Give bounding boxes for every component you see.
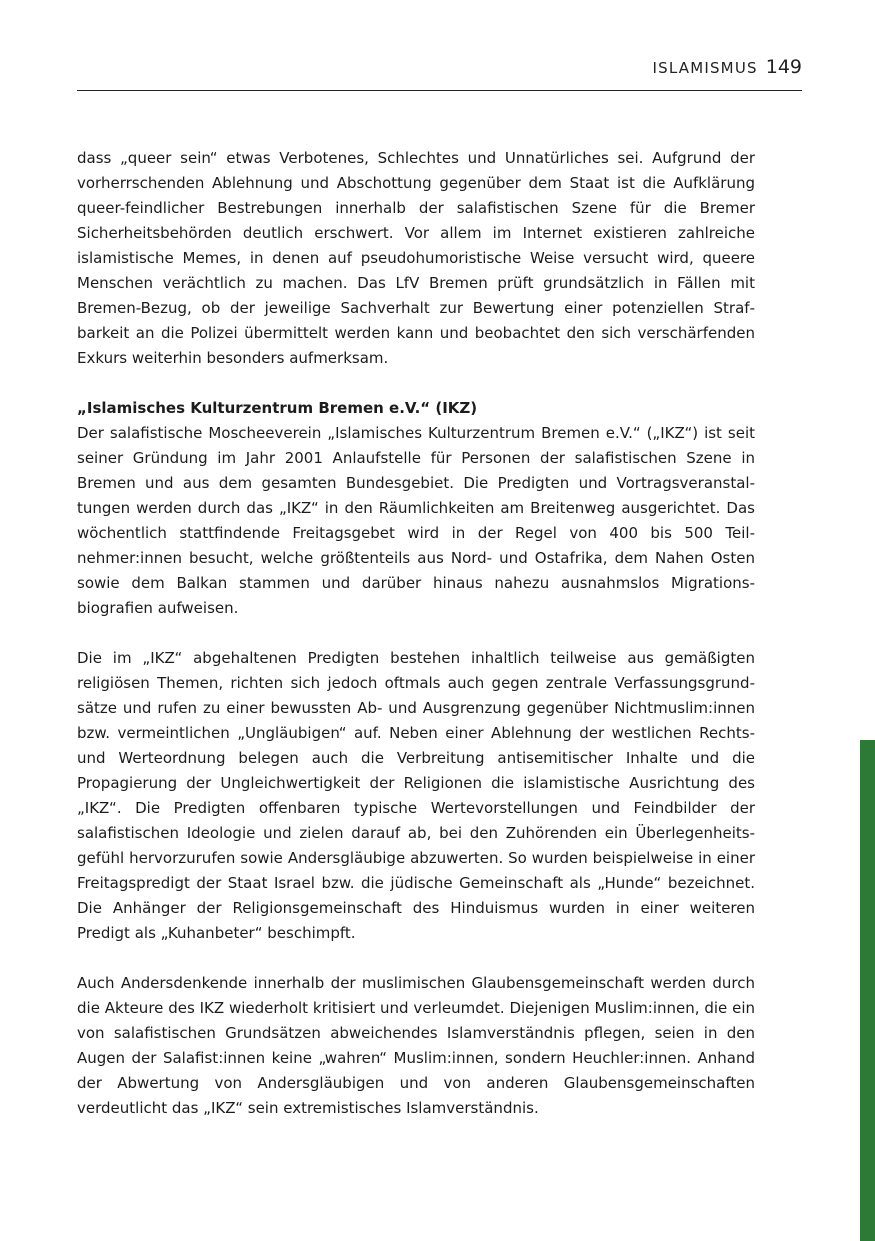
chapter-accent-bar xyxy=(860,740,875,1241)
running-head xyxy=(652,56,802,78)
page-header xyxy=(77,56,802,91)
paragraph-1: dass „queer sein“ etwas Verbotenes, Schlechtes und Unnatürliches sei. Aufgrund der vorherrschenden Ablehnung und Abschottung gegenüber dem Staat ist die Aufklärung queer-feindlicher Bestrebungen innerhalb der salafistischen Szene für die Bremer Sicherheitsbehörden deutlich erschwert. Vor allem im Internet existieren zahlreiche islamistische Memes, in denen auf pseudohumoristische Weise versucht wird, queere Menschen verächtlich zu machen. Das LfV Bremen prüft grundsätzlich in Fällen mit Bremen-Bezug, ob der jeweilige Sachverhalt zur Bewertung einer potenziellen Strafbarkeit an die Polizei übermittelt werden kann und beobachtet den sich verschärfenden Exkurs weiterhin besonders aufmerksam. xyxy=(77,149,755,367)
page-number: 149 xyxy=(765,56,802,78)
paragraph-3: Die im „IKZ“ abgehaltenen Predigten bestehen inhaltlich teilweise aus gemäßigten religiösen Themen, richten sich jedoch oftmals auch gegen zentrale Verfassungsgrundsätze und rufen zu einer bewussten Ab- und Ausgrenzung gegenüber Nichtmuslim:innen bzw. vermeintlichen „Ungläubigen“ auf. Neben einer Ablehnung der westlichen Rechts- und Werteordnung belegen auch die Verbreitung antisemitischer Inhalte und die Propagierung der Ungleichwertigkeit der Religionen die islamistische Ausrichtung des „IKZ“. Die Predigten offenbaren typische Wertevorstellungen und Feindbilder der salafistischen Ideologie und zielen darauf ab, bei den Zuhörenden ein Überlegenheitsgefühl hervorzurufen sowie Andersgläubige abzuwerten. So wurden beispielweise in einer Freitagspredigt der Staat Israel bzw. die jüdische Gemeinschaft als „Hunde“ bezeichnet. Die Anhänger der Religionsgemeinschaft des Hinduismus wurden in einer weiteren Predigt als „Kuhanbeter“ beschimpft. xyxy=(77,649,755,942)
paragraph-4: Auch Andersdenkende innerhalb der muslimischen Glaubensgemeinschaft werden durch die Akteure des IKZ wiederholt kritisiert und verleumdet. Diejenigen Muslim:innen, die ein von salafistischen Grundsätzen abweichendes Islamverständnis pflegen, seien in den Augen der Salafist:innen keine „wahren“ Muslim:innen, sondern Heuchler:innen. Anhand der Abwertung von Andersgläubigen und von anderen Glaubensgemeinschaften verdeutlicht das „IKZ“ sein extremistisches Islamverständnis. xyxy=(77,974,755,1117)
paragraph-2: Der salafistische Moscheeverein „Islamisches Kulturzentrum Bremen e.V.“ („IKZ“) ist seit seiner Gründung im Jahr 2001 Anlaufstelle für Personen der salafistischen Szene in Bremen und aus dem gesamten Bundesgebiet. Die Predigten und Vortragsveranstaltungen werden durch das „IKZ“ in den Räumlichkeiten am Breitenweg ausgerichtet. Das wöchentlich stattfindende Freitagsgebet wird in der Regel von 400 bis 500 Teilnehmer:innen besucht, welche größtenteils aus Nord- und Ostafrika, dem Nahen Osten sowie dem Balkan stammen und darüber hinaus nahezu ausnahmslos Migrationsbiografien aufweisen. xyxy=(77,424,755,617)
body-text xyxy=(77,146,755,1121)
section-heading: „Islamisches Kulturzentrum Bremen e.V.“ (IKZ) xyxy=(77,399,478,417)
section-title: ISLAMISMUS xyxy=(652,59,758,77)
